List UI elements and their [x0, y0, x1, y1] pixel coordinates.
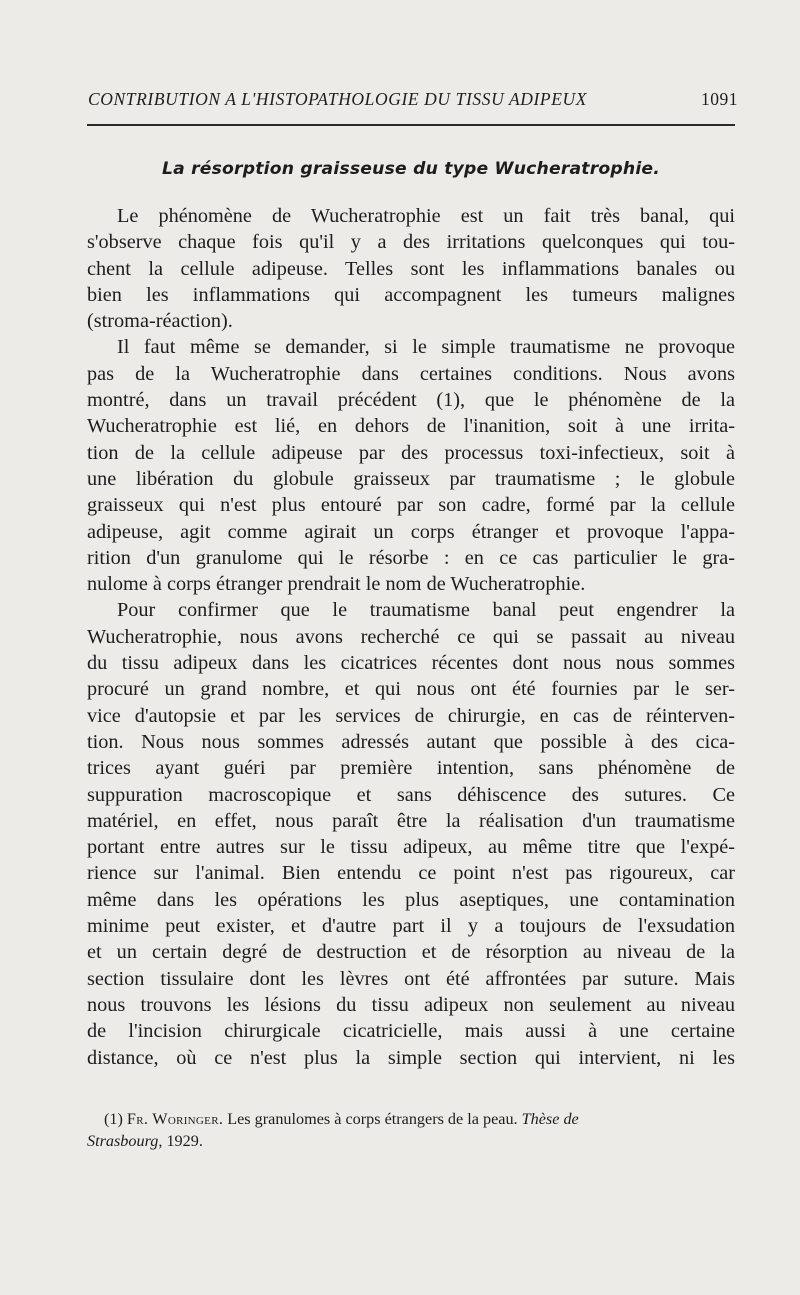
text-line: nous trouvons les lésions du tissu adipeux non seulement au niveau: [87, 993, 735, 1016]
text-line: Wucheratrophie, nous avons recherché ce qui se passait au niveau: [87, 625, 735, 648]
text-line: Il faut même se demander, si le simple traumatisme ne provoque: [117, 336, 735, 359]
footnote-thesis: Thèse de: [521, 1110, 579, 1128]
text-line: suppuration macroscopique et sans déhiscence des sutures. Ce: [87, 783, 735, 806]
text-line: tion de la cellule adipeuse par des processus toxi-infectieux, soit à: [87, 441, 735, 464]
text-line: procuré un grand nombre, et qui nous ont été fournies par le ser-: [87, 678, 735, 701]
footnote-line: [87, 1130, 735, 1152]
page-number: 1091: [701, 89, 738, 109]
text-line: trices ayant guéri par première intention, sans phénomène de: [87, 757, 735, 780]
text-line: bien les inflammations qui accompagnent les tumeurs malignes: [87, 283, 735, 306]
text-line: section tissulaire dont les lèvres ont été affrontées par suture. Mais: [87, 967, 735, 990]
text-line: tion. Nous nous sommes adressés autant que possible à des cica-: [87, 730, 735, 753]
text-line: une libération du globule graisseux par traumatisme ; le globule: [87, 467, 735, 490]
running-title: CONTRIBUTION A L'HISTOPATHOLOGIE DU TISSU ADIPEUX: [88, 89, 588, 109]
text-line: Wucheratrophie est lié, en dehors de l'inanition, soit à une irrita-: [87, 415, 735, 438]
running-head: [87, 89, 738, 115]
text-line: matériel, en effet, nous paraît être la réalisation d'un traumatisme: [87, 809, 735, 832]
text-line: même dans les opérations les plus aseptiques, une contamination: [87, 888, 735, 911]
footnote-year: , 1929.: [158, 1132, 203, 1150]
footnote-reference-title: Les granulomes à corps étrangers de la peau.: [227, 1110, 518, 1128]
text-line: chent la cellule adipeuse. Telles sont les inflammations banales ou: [87, 257, 735, 280]
text-line: du tissu adipeux dans les cicatrices récentes dont nous nous sommes: [87, 652, 735, 675]
footnote-author: Fr. Woringer.: [126, 1110, 224, 1128]
section-title: La résorption graisseuse du type Wucheratrophie.: [161, 159, 661, 179]
text-line: (stroma-réaction).: [87, 310, 233, 333]
text-line: adipeuse, agit comme agirait un corps étranger et provoque l'appa-: [87, 520, 735, 543]
text-line: minime peut exister, et d'autre part il y a toujours de l'exsudation: [87, 915, 735, 938]
text-line: distance, où ce n'est plus la simple section qui intervient, ni les: [87, 1046, 735, 1069]
text-line: de l'incision chirurgicale cicatricielle, mais aussi à une certaine: [87, 1020, 735, 1043]
header-rule: [87, 124, 735, 126]
text-line: montré, dans un travail précédent (1), que le phénomène de la: [87, 389, 735, 412]
text-line: portant entre autres sur le tissu adipeux, au même titre que l'expé-: [87, 836, 735, 859]
text-line: graisseux qui n'est plus entouré par son cadre, formé par la cellule: [87, 494, 735, 517]
footnote-marker: (1): [104, 1110, 123, 1128]
text-line: rience sur l'animal. Bien entendu ce point n'est pas rigoureux, car: [87, 862, 735, 885]
text-line: nulome à corps étranger prendrait le nom de Wucheratrophie.: [87, 573, 586, 596]
footnote-line: [104, 1108, 735, 1130]
text-line: rition d'un granulome qui le résorbe : en ce cas particulier le gra-: [87, 546, 735, 569]
text-line: et un certain degré de destruction et de résorption au niveau de la: [87, 941, 735, 964]
text-line: Pour confirmer que le traumatisme banal peut engendrer la: [117, 599, 735, 622]
footnote: [87, 1108, 735, 1152]
text-line: s'observe chaque fois qu'il y a des irritations quelconques qui tou-: [87, 231, 735, 254]
footnote-place: Strasbourg: [87, 1132, 159, 1150]
body-text: [87, 203, 735, 1071]
text-line: vice d'autopsie et par les services de chirurgie, en cas de réinterven-: [87, 704, 735, 727]
text-line: Le phénomène de Wucheratrophie est un fait très banal, qui: [117, 205, 735, 227]
text-line: pas de la Wucheratrophie dans certaines conditions. Nous avons: [87, 362, 735, 385]
